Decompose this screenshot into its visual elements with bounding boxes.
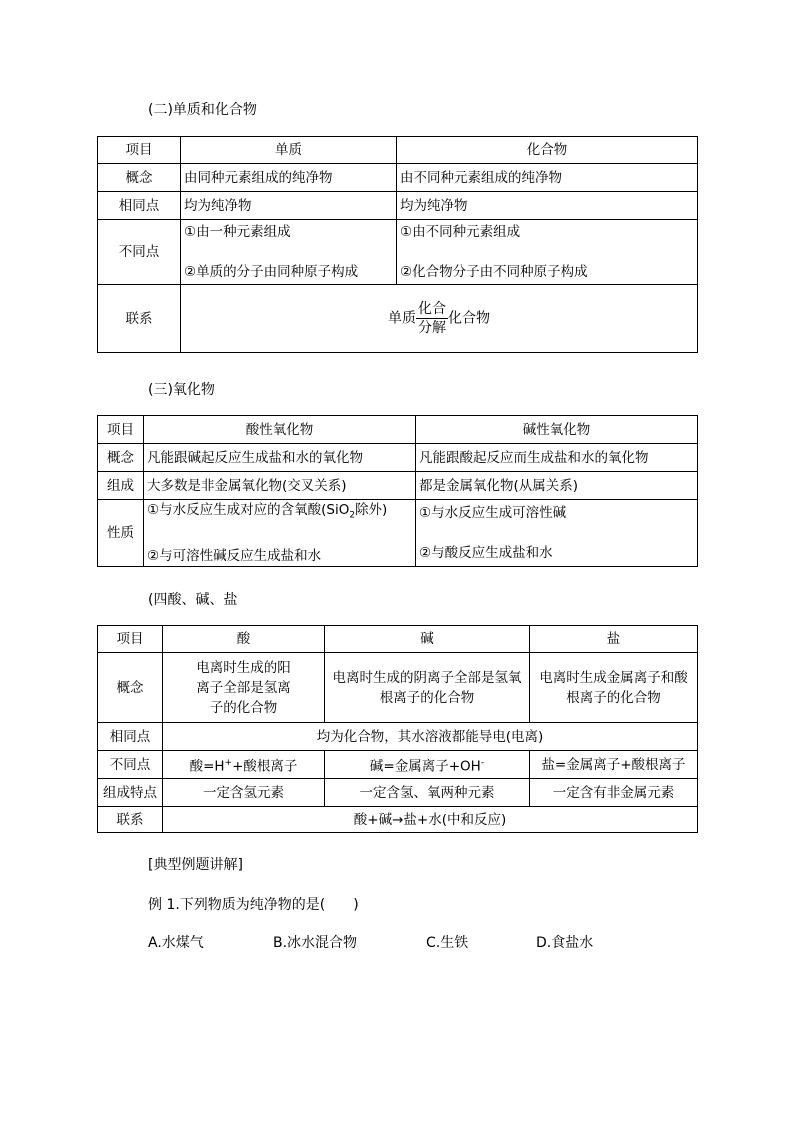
relation-arrow-fraction [416,300,448,337]
option-d: D.食盐水 [536,935,594,951]
cell-line: 离子全部是氢离 [196,679,291,696]
row-label: 概念 [98,164,181,192]
header-cell: 项目 [98,416,144,444]
table-header-row [98,137,698,164]
relation-cell [181,285,698,353]
cell-line: ②与酸反应生成盐和水 [419,545,553,561]
superscript: - [480,757,485,768]
table-cell [163,653,325,723]
cell-line: ②与可溶性碱反应生成盐和水 [147,547,322,564]
table-cell: 由同种元素组成的纯净物 [181,164,397,192]
formula-text: 酸=H [189,758,225,775]
header-cell: 酸 [163,626,325,653]
table-elements-compounds [97,136,698,353]
table-cell: 都是金属氧化物(从属关系) [416,472,698,500]
cell-line: 电离时生成的阳 [196,659,291,676]
superscript: + [224,757,233,768]
table-row [98,220,698,285]
row-label: 不同点 [98,220,181,285]
table-cell [325,653,530,723]
header-cell: 项目 [98,626,163,653]
header-cell: 盐 [530,626,698,653]
section-heading-acids-bases-salts: (四酸、碱、盐 [148,592,238,608]
cell-line: 根离子的化合物 [379,689,475,706]
table-row [98,751,698,779]
row-label: 概念 [98,444,144,472]
table-cell: 大多数是非金属氧化物(交叉关系) [144,472,416,500]
header-cell: 酸性氧化物 [144,416,416,444]
table-row [98,723,698,751]
table-row [98,285,698,353]
option-c: C.生铁 [426,935,469,951]
relation-bottom: 分解 [418,320,446,336]
table-cell: 凡能跟碱起反应生成盐和水的氧化物 [144,444,416,472]
subscript: 2 [349,510,356,521]
table-row [98,807,698,833]
table-cell: 一定含有非金属元素 [530,779,698,807]
row-label: 相同点 [98,723,163,751]
header-cell: 碱 [325,626,530,653]
table-cell: 均为化合物，其水溶液都能导电(电离) [163,723,698,751]
table-row [98,444,698,472]
row-label: 性质 [98,500,144,567]
table-cell: 均为纯净物 [397,192,698,220]
row-label: 相同点 [98,192,181,220]
row-label: 不同点 [98,751,163,779]
row-label: 联系 [98,807,163,833]
table-header-row [98,626,698,653]
table-cell [416,500,698,567]
formula-text: ①与水反应生成对应的含氧酸(SiO [147,502,350,519]
table-header-row [98,416,698,444]
table-cell: 均为纯净物 [181,192,397,220]
header-cell: 单质 [181,137,397,164]
relation-left: 单质 [388,310,416,327]
cell-line: 子的化合物 [209,699,278,716]
header-cell: 碱性氧化物 [416,416,698,444]
option-b: B.冰水混合物 [273,935,358,951]
cell-line: ①与水反应生成可溶性碱 [419,505,567,521]
table-row [98,192,698,220]
cell-line: ②化合物分子由不同种原子构成 [400,264,588,280]
example-question-1: 例 1.下列物质为纯净物的是( ) [148,897,359,913]
cell-gap [400,242,694,262]
table-row [98,653,698,723]
table-cell: 凡能跟酸起反应而生成盐和水的氧化物 [416,444,698,472]
cell-line: ②单质的分子由同种原子构成 [184,264,359,280]
examples-heading: [典型例题讲解] [148,857,243,873]
formula-text: 除外) [355,502,388,519]
section-heading-oxides: (三)氧化物 [148,382,215,398]
option-a: A.水煤气 [148,935,204,951]
row-label: 概念 [98,653,163,723]
table-cell [181,220,397,285]
table-cell: 一定含氢元素 [163,779,325,807]
table-row [98,164,698,192]
relation-right: 化合物 [448,310,490,327]
cell-line: 根离子的化合物 [566,689,661,706]
table-cell [397,220,698,285]
table-acids-bases-salts [97,625,698,833]
row-label: 组成特点 [98,779,163,807]
header-cell: 项目 [98,137,181,164]
row-label: 联系 [98,285,181,353]
table-cell [144,500,416,567]
cell-line: 电离时生成的阴离子全部是氢氧 [332,669,522,686]
header-cell: 化合物 [397,137,698,164]
table-cell: 由不同种元素组成的纯净物 [397,164,698,192]
cell-gap [147,526,412,546]
formula-text: +酸根离子 [232,758,298,775]
row-label: 组成 [98,472,144,500]
formula-text: 碱=金属离子+OH [369,758,481,775]
cell-gap [184,242,393,262]
table-cell [530,653,698,723]
table-row [98,779,698,807]
cell-line: ①由一种元素组成 [184,224,291,240]
table-cell [325,751,530,779]
table-cell [163,751,325,779]
table-row [98,500,698,567]
table-cell: 酸+碱→盐+水(中和反应) [163,807,698,833]
cell-line: 电离时生成金属离子和酸 [539,669,688,686]
cell-line [147,500,412,526]
section-heading-elements-compounds: (二)单质和化合物 [148,102,257,118]
table-oxides [97,415,698,567]
cell-gap [419,523,694,543]
relation-top: 化合 [418,301,446,317]
table-cell: 盐=金属离子+酸根离子 [530,751,698,779]
table-row [98,472,698,500]
cell-line: ①由不同种元素组成 [400,224,521,240]
table-cell: 一定含氢、氧两种元素 [325,779,530,807]
